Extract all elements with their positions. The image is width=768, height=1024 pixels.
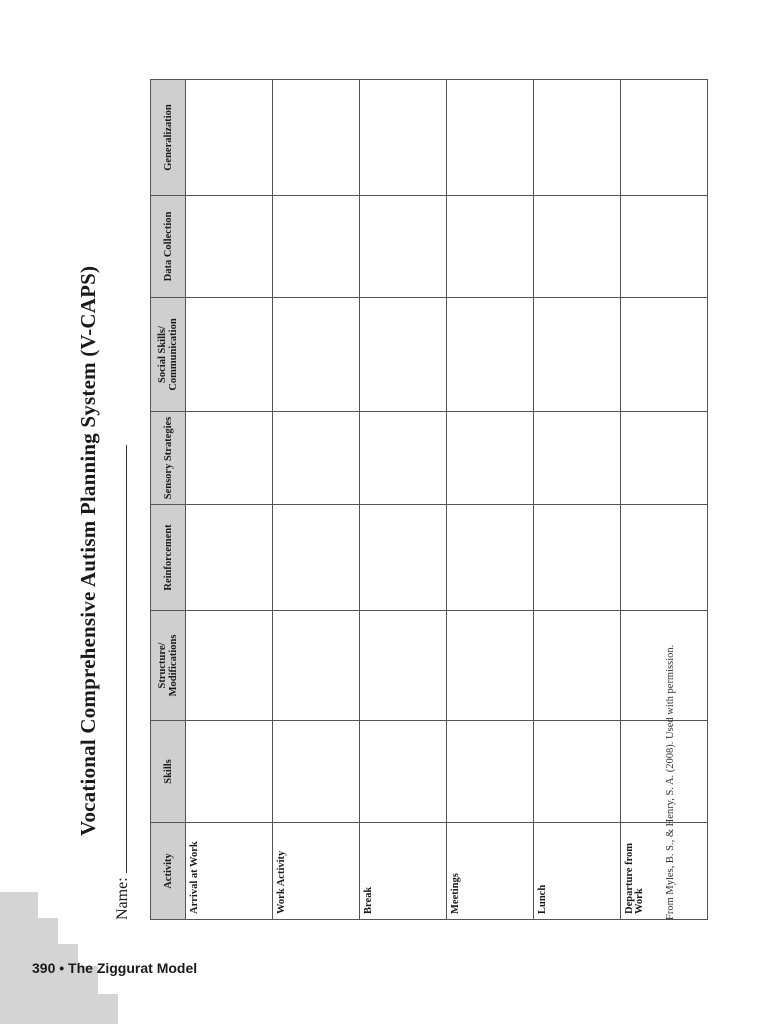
table-cell[interactable] (273, 412, 360, 505)
header-sensory-strategies: Sensory Strategies (151, 412, 186, 505)
table-cell[interactable] (621, 412, 708, 505)
table-cell[interactable] (186, 298, 273, 412)
table-row (621, 80, 708, 920)
table-row (534, 80, 621, 920)
table-cell[interactable] (186, 611, 273, 721)
table-cell[interactable] (447, 505, 534, 611)
table-cell[interactable] (447, 80, 534, 196)
header-activity: Activity (151, 823, 186, 920)
activity-cell: Departure from Work (621, 823, 708, 920)
table-cell[interactable] (273, 721, 360, 823)
table-cell[interactable] (621, 721, 708, 823)
header-social-skills-communication: Social Skills/ Communication (151, 298, 186, 412)
table-row (447, 80, 534, 920)
table-cell[interactable] (360, 196, 447, 298)
table-cell[interactable] (621, 196, 708, 298)
table-cell[interactable] (447, 721, 534, 823)
table-cell[interactable] (447, 298, 534, 412)
table-cell[interactable] (621, 298, 708, 412)
table-row (360, 80, 447, 920)
activity-cell: Arrival at Work (186, 823, 273, 920)
table-cell[interactable] (447, 412, 534, 505)
table-cell[interactable] (360, 505, 447, 611)
table-cell[interactable] (186, 196, 273, 298)
table-cell[interactable] (534, 721, 621, 823)
table-cell[interactable] (273, 505, 360, 611)
table-cell[interactable] (186, 412, 273, 505)
activity-cell: Lunch (534, 823, 621, 920)
activity-cell: Work Activity (273, 823, 360, 920)
header-generalization: Generalization (151, 80, 186, 196)
credit-line: From Myles, B. S., & Henry, S. A. (2008). Used with permission. (665, 644, 676, 920)
header-row (151, 80, 186, 920)
table-cell[interactable] (447, 611, 534, 721)
table-cell[interactable] (186, 721, 273, 823)
table-cell[interactable] (273, 611, 360, 721)
header-reinforcement: Reinforcement (151, 505, 186, 611)
name-blank-line[interactable] (112, 445, 127, 873)
table-cell[interactable] (273, 80, 360, 196)
header-structure-modifications: Structure/ Modifications (151, 611, 186, 721)
table-cell[interactable] (534, 298, 621, 412)
table-cell[interactable] (273, 298, 360, 412)
table-cell[interactable] (360, 298, 447, 412)
table-cell[interactable] (360, 721, 447, 823)
table-cell[interactable] (273, 196, 360, 298)
page-title: Vocational Comprehensive Autism Planning System (V-CAPS) (76, 265, 100, 836)
activity-cell: Meetings (447, 823, 534, 920)
table-cell[interactable] (447, 196, 534, 298)
table-row (186, 80, 273, 920)
table-cell[interactable] (534, 412, 621, 505)
table-cell[interactable] (621, 80, 708, 196)
header-data-collection: Data Collection (151, 196, 186, 298)
header-skills: Skills (151, 721, 186, 823)
table-cell[interactable] (186, 505, 273, 611)
table-cell[interactable] (621, 611, 708, 721)
name-field[interactable] (112, 445, 132, 920)
activity-cell: Break (360, 823, 447, 920)
table-cell[interactable] (621, 505, 708, 611)
table-cell[interactable] (360, 412, 447, 505)
name-label: Name: (114, 877, 131, 920)
table-cell[interactable] (360, 80, 447, 196)
table-cell[interactable] (534, 196, 621, 298)
table-cell[interactable] (360, 611, 447, 721)
table-cell[interactable] (186, 80, 273, 196)
table-row (273, 80, 360, 920)
vcaps-table (150, 79, 708, 920)
table-cell[interactable] (534, 505, 621, 611)
table-cell[interactable] (534, 80, 621, 196)
table-cell[interactable] (534, 611, 621, 721)
page-footer: 390 • The Ziggurat Model (32, 960, 198, 976)
